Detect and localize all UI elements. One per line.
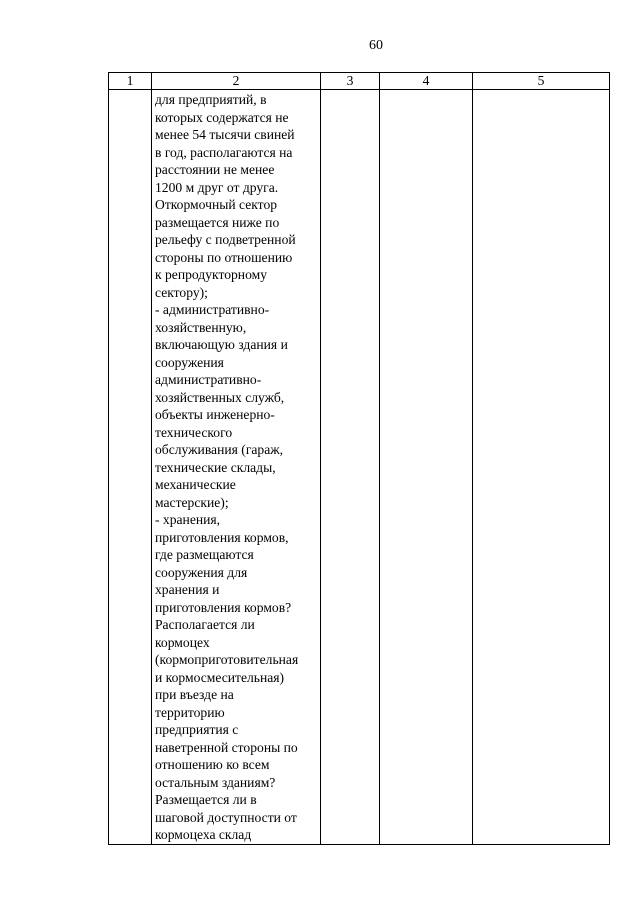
- column-header-4: 4: [380, 73, 473, 90]
- table-row: [109, 90, 610, 845]
- text-line: включающую здания и: [155, 337, 288, 352]
- text-line: объекты инженерно-: [155, 407, 275, 422]
- text-line: в год, располагаются на: [155, 144, 293, 160]
- text-line: административно-: [155, 372, 262, 387]
- text-line: менее 54 тысячи свиней: [155, 127, 295, 142]
- text-line: где размещаются: [155, 547, 254, 562]
- text-line: к репродукторному: [155, 267, 268, 282]
- text-line: для предприятий, в: [155, 92, 267, 107]
- text-line: предприятия с: [155, 722, 239, 737]
- column-header-3: 3: [321, 73, 380, 90]
- text-line: хозяйственную,: [155, 319, 247, 335]
- text-line: 1200 м друг от друга.: [155, 179, 279, 195]
- text-line: расстоянии не менее: [155, 162, 275, 177]
- text-line: наветренной стороны по: [155, 739, 298, 755]
- text-line: обслуживания (гараж,: [155, 442, 284, 457]
- requirement-text: [152, 90, 320, 844]
- column-header-5: 5: [473, 73, 610, 90]
- text-line: - административно-: [155, 302, 270, 317]
- text-line: приготовления кормов,: [155, 529, 289, 545]
- cell-col-2: [152, 90, 321, 845]
- text-line: технического: [155, 424, 233, 440]
- text-line: рельефу с подветренной: [155, 232, 296, 247]
- text-line: сооружения: [155, 354, 224, 370]
- text-line: мастерские);: [155, 494, 229, 510]
- text-line: при въезде на: [155, 687, 234, 702]
- text-line: - хранения,: [155, 512, 221, 527]
- text-line: технические склады,: [155, 459, 276, 475]
- checklist-table: [108, 72, 610, 845]
- text-line: приготовления кормов?: [155, 599, 292, 615]
- cell-col-3: [321, 90, 380, 845]
- text-line: и кормосмесительная): [155, 669, 285, 685]
- text-line: хозяйственных служб,: [155, 389, 285, 405]
- cell-col-4: [380, 90, 473, 845]
- page-number: 60: [369, 38, 383, 53]
- text-line: шаговой доступности от: [155, 809, 297, 825]
- table-header-row: [109, 73, 610, 90]
- text-line: Располагается ли: [155, 617, 255, 632]
- text-line: кормоцеха склад: [155, 827, 252, 842]
- text-line: хранения и: [155, 582, 220, 597]
- text-line: сооружения для: [155, 564, 248, 580]
- text-line: кормоцех: [155, 634, 210, 650]
- cell-col-5: [473, 90, 610, 845]
- text-line: стороны по отношению: [155, 249, 293, 265]
- text-line: механические: [155, 477, 236, 492]
- text-line: территорию: [155, 704, 225, 720]
- text-line: Откормочный сектор: [155, 197, 278, 212]
- text-line: размещается ниже по: [155, 214, 280, 230]
- text-line: Размещается ли в: [155, 792, 257, 807]
- column-header-1: 1: [109, 73, 152, 90]
- text-line: остальным зданиям?: [155, 774, 276, 790]
- text-line: отношению ко всем: [155, 757, 270, 772]
- text-line: сектору);: [155, 284, 208, 300]
- text-line: которых содержатся не: [155, 109, 289, 125]
- text-line: (кормоприготовительная: [155, 652, 299, 667]
- column-header-2: 2: [152, 73, 321, 90]
- cell-col-1: [109, 90, 152, 845]
